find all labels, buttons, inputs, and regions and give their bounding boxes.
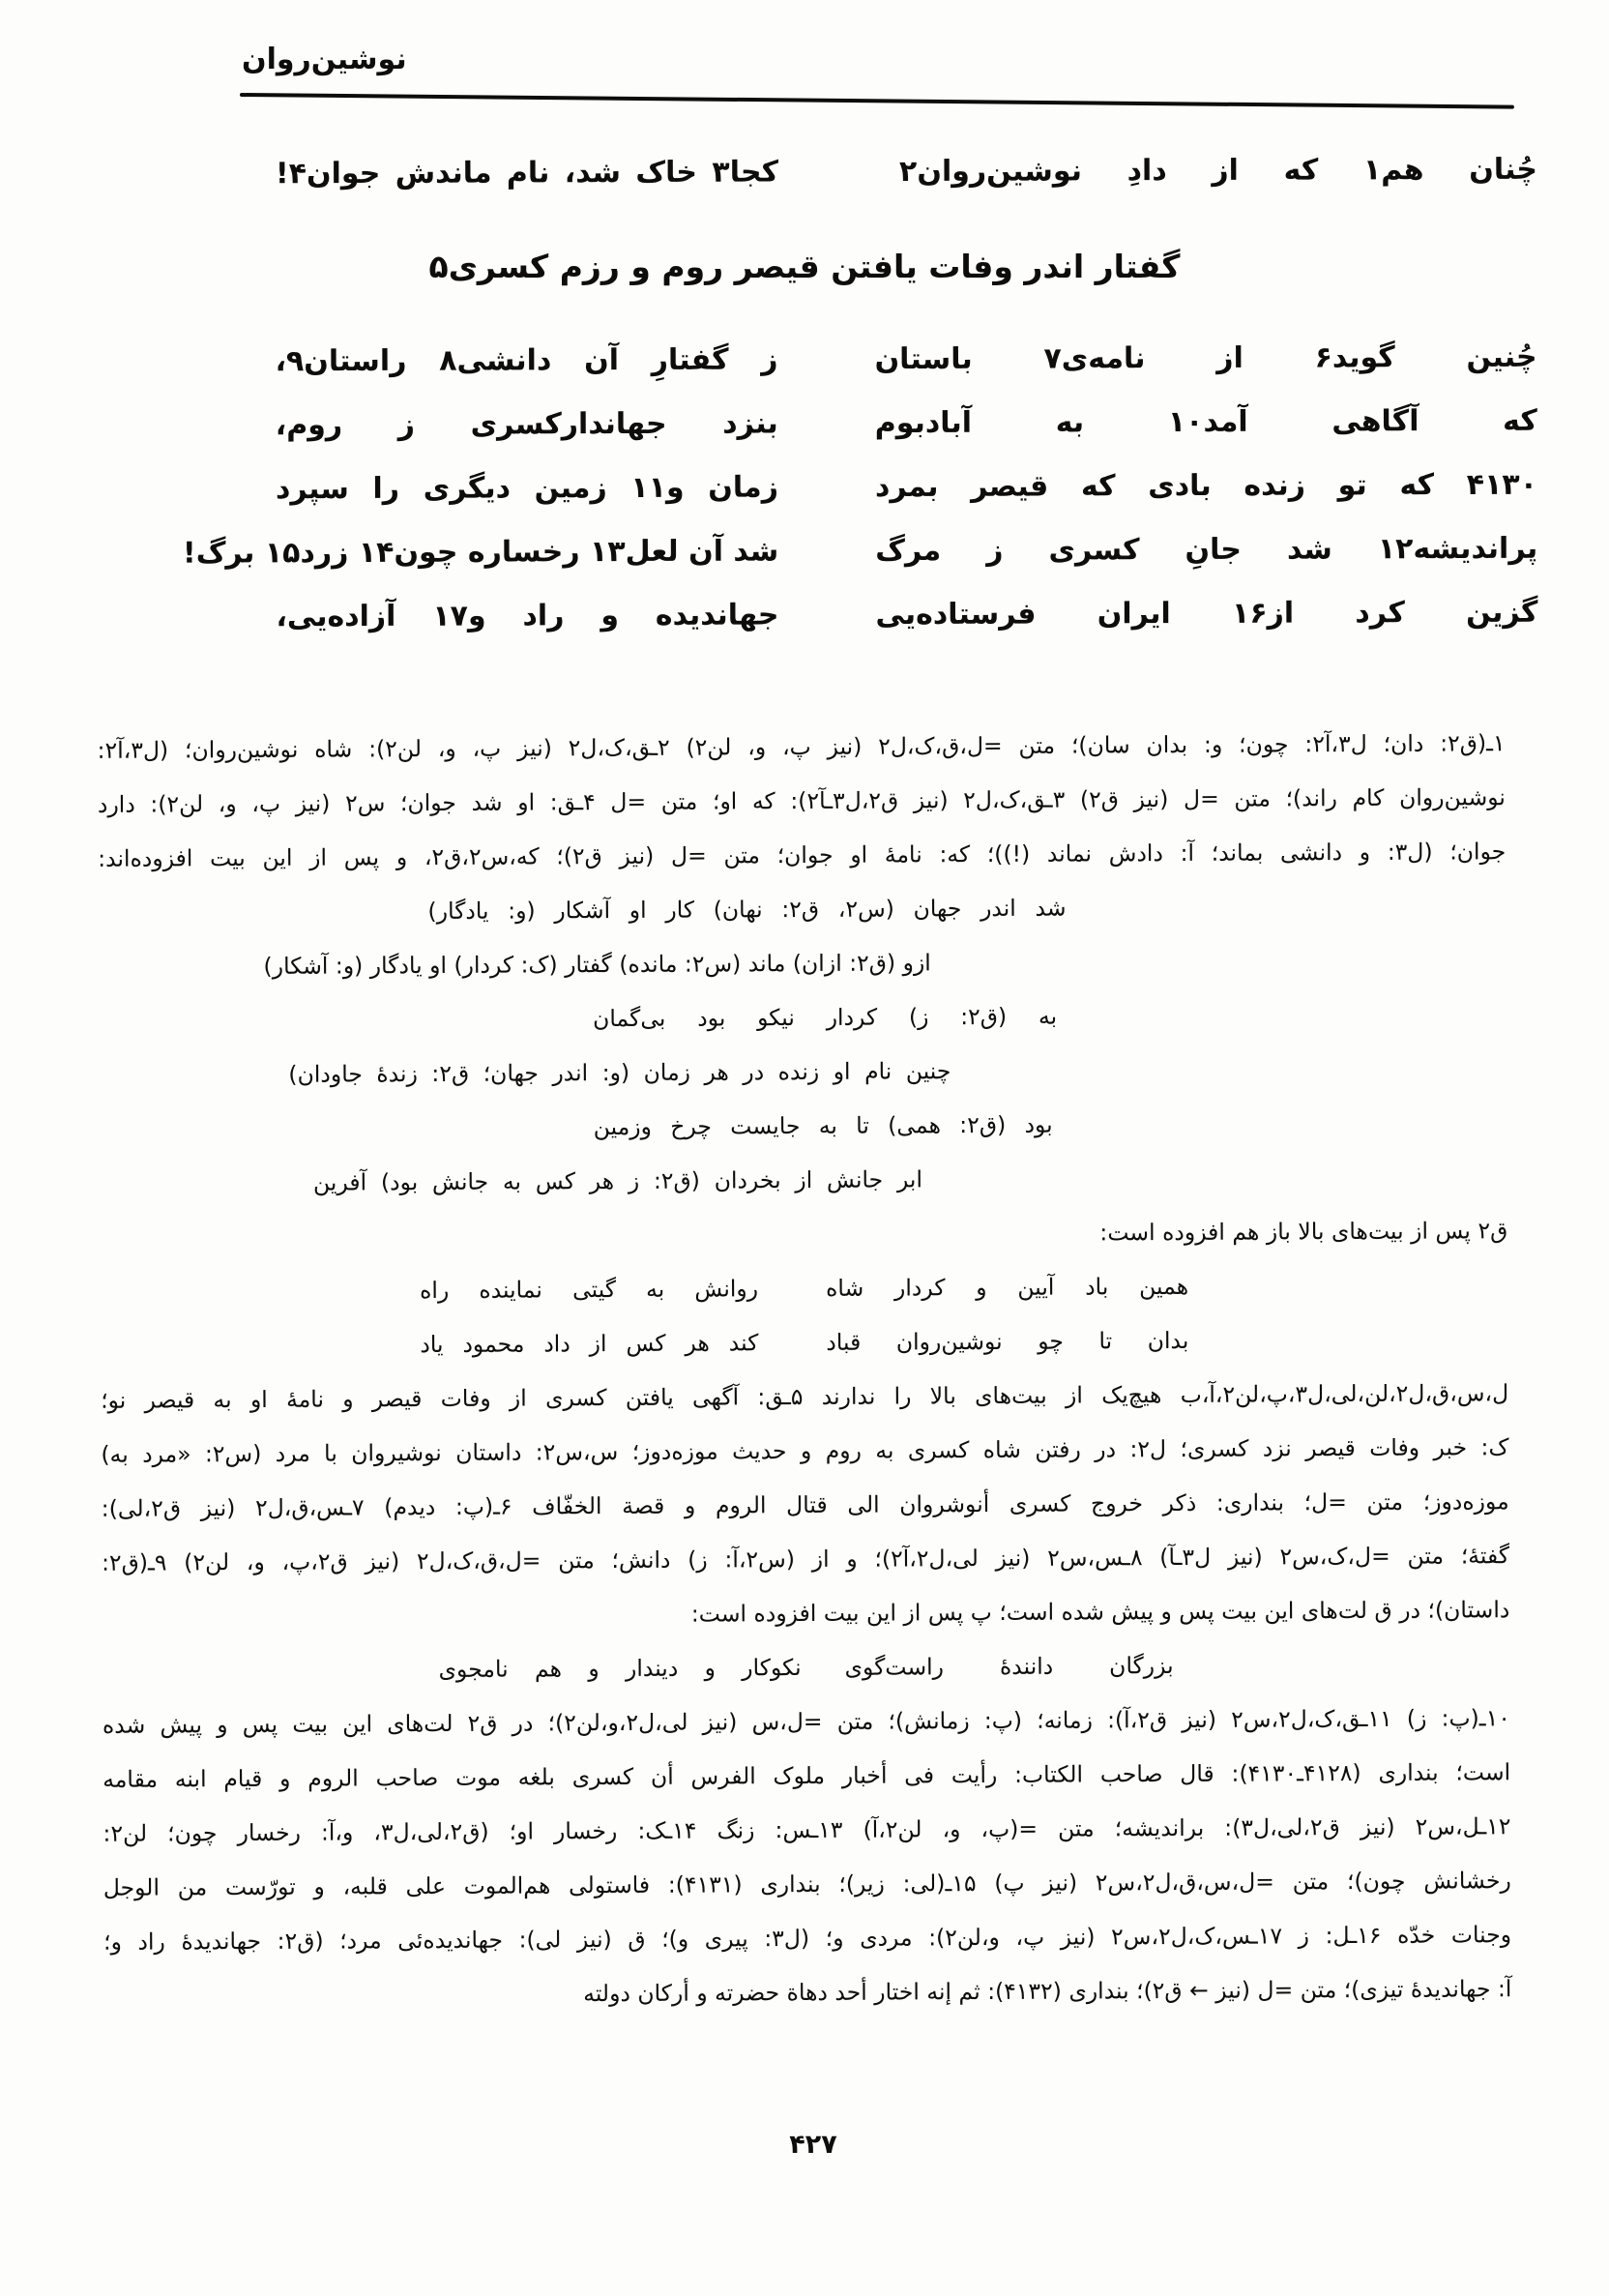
apparatus-line: است؛ بنداری (۴۱۲۸ـ۴۱۳۰): قال صاحب الکتاب: رأیت فی أخبار ملوک الفرس أن کسری بلغه موت صاحب الروم و قیام ابنه مقامه: [102, 1758, 1511, 1793]
opening-verse-left-hemistich: کجا۳ خاک شد، نام ماندش جوان۴!: [275, 155, 779, 191]
apparatus-verse-line: ابر جانش از بخردان (ق۲: ز هر کس به جانش بود) آفرین: [312, 1165, 923, 1196]
verse-block: [182, 325, 1538, 649]
apparatus-verse-line: بود (ق۲: همی) تا به جایست چرخ وزمین: [593, 1110, 1053, 1141]
opening-verse: [276, 153, 1537, 191]
apparatus-couplet-right: بدان تا چو نوشین‌روان قباد: [826, 1326, 1189, 1356]
verse-left-hemistich: جهاندیده و راد و۱۷ آزاده‌یی،: [276, 597, 779, 633]
apparatus-verse-line: چنین نام او زنده در هر زمان (و: اندر جهان؛ ق۲: زندهٔ جاودان): [288, 1057, 951, 1088]
apparatus-line: نوشین‌روان کام راند)؛ متن =ل (نیز ق۲) ۳ـق،ک،ل۲ (نیز ق۲،ل۳ـآ۲): که او؛ متن =ل ۴ـق: او شد جوان؛ س۲ (نیز پ، و، لن۲): دارد: [97, 783, 1506, 818]
apparatus-couplet-left: کند هر کس از داد محمود یاد: [420, 1329, 759, 1359]
verse-row: [276, 389, 1537, 457]
verse-row: [275, 325, 1536, 394]
apparatus-couplet-right: همین باد آیین و کردار شاه: [825, 1272, 1189, 1302]
apparatus-line: گفتهٔ؛ متن =ل،ک،س۲ (نیز ل۳ـآ) ۸ـس،س۲ (نیز لی،ل۲،آ۲)؛ و از (س۲،آ: ز) دانش؛ متن =ل،ق،ک،ل۲ (نیز ق۲،پ، و، لن۲) ۹ـ(ق۲:: [101, 1542, 1510, 1576]
apparatus-couplet-right: بزرگان دانندهٔ راست‌گوی: [844, 1652, 1174, 1681]
verse-row: [276, 580, 1537, 649]
page-number: ۴۲۷: [789, 2130, 837, 2160]
verse-left-hemistich: بنزد جهاندارکسری ز روم،: [275, 405, 778, 442]
verse-row: [182, 516, 1538, 585]
apparatus-line: ۱ـ(ق۲: دان؛ ل۳،آ۲: چون؛ و: بدان سان)؛ متن =ل،ق،ک،ل۲ (نیز پ، و، لن۲) ۲ـق،ک،ل۲ (نیز پ، و، لن۲): شاه نوشین‌روان؛ (ل۳،آ۲:: [97, 729, 1506, 764]
apparatus-line: ک: خبر وفات قیصر نزد کسری؛ ل۲: در رفتن شاه کسری به روم و حدیث موزه‌دوز؛ س،س۲: داستان نوشیروان با مرد (س۲: «مرد به): [101, 1433, 1509, 1468]
apparatus-couplet-left: روانش به گیتی نماینده راه: [419, 1275, 759, 1305]
apparatus-verse-line: ازو (ق۲: ازان) ماند (س۲: مانده) گفتار (ک: کردار) او یادگار (و: آشکار): [263, 949, 931, 980]
apparatus-line: ۱۰ـ(پ: ز) ۱۱ـق،ک،ل۲،س۲ (نیز ق۲،آ): زمانه؛ (پ: زمانش)؛ متن =ل،س (نیز لی،ل۲،و،لن۲)؛ در ق۲ لت‌های این بیت پس و پیش شده: [102, 1704, 1510, 1739]
opening-verse-right-hemistich: چُنان هم۱ که از دادِ نوشین‌روان۲: [898, 152, 1538, 190]
verse-right-hemistich: چُنین گوید۶ از نامه‌ی۷ باستان: [874, 339, 1537, 376]
verse-left-hemistich: زمان و۱۱ زمین دیگری را سپرد: [275, 469, 779, 506]
verse-right-hemistich-with-line-number: ۴۱۳۰ که تو زنده بادی که قیصر بمرد: [874, 467, 1538, 504]
apparatus-couplet: [101, 1311, 1508, 1373]
apparatus-couplet: [102, 1636, 1509, 1698]
apparatus-line: آ: جهاندیدهٔ تیزی)؛ متن =ل (نیز ← ق۲)؛ بنداری (۴۱۳۲): ثم إنه اختار أحد دهاة حضرته و أرکان دولته: [583, 1975, 1512, 2008]
running-head-title: نوشین‌روان: [242, 43, 407, 76]
apparatus-couplet-left: نکوکار و دیندار و هم نامجوی: [438, 1654, 802, 1683]
apparatus-verse-line: شد اندر جهان (س۲، ق۲: نهان) کار او آشکار (و: یادگار): [427, 894, 1067, 926]
apparatus-line: موزه‌دوز؛ متن =ل؛ بنداری: ذکر خروج کسری أنوشروان الی قتال الروم و قصة الخفّاف ۶ـ(پ: دیدم) ۷ـس،ق،ل۲ (نیز ق۲،لی):: [101, 1487, 1509, 1522]
verse-left-hemistich: ز گفتارِ آن دانشی۸ راستان۹،: [275, 341, 778, 378]
verse-row: [276, 453, 1537, 521]
apparatus-line: ق۲ پس از بیت‌های بالا باز هم افزوده است:: [1099, 1217, 1508, 1247]
apparatus-couplet: [100, 1257, 1507, 1319]
verse-right-hemistich: گزین کرد از۱۶ ایران فرستاده‌یی: [875, 595, 1538, 632]
apparatus-line: رخشانش چون)؛ متن =ل،س،ق،ل۲،س۲ (نیز پ) ۱۵ـ(لی: زیر)؛ بنداری (۴۱۳۱): فاستولی هم‌الموت علی قلبه، و تورّست من الوجل: [102, 1867, 1511, 1901]
apparatus-line: وجنات خدّه ۱۶ـل: ز ۱۷ـس،ک،ل۲،س۲ (نیز پ، و،لن۲): مردی و؛ (ل۳: پیری و)؛ ق (نیز لی): جهاندیده‌ئی مرد؛ (ق۲: جهاندیدهٔ راد و؛: [103, 1921, 1512, 1956]
apparatus-verse-line: به (ق۲: ز) کردار نیکو بود بی‌گمان: [593, 1002, 1058, 1033]
apparatus-line: ل،س،ق،ل۲،لن،لی،ل۳،پ،لن۲،آ،ب هیچ‌یک از بیت‌های بالا را ندارند ۵ـق: آگهی یافتن کسری از وفات قیصر و نامهٔ او به قیصر نو؛: [101, 1379, 1509, 1414]
section-heading: گفتار اندر وفات یافتن قیصر روم و رزم کسری۵: [428, 248, 1181, 285]
apparatus-line: جوان؛ (ل۳: و دانشی بماند؛ آ: دادش نماند (!))؛ که: نامهٔ او جوان؛ متن =ل (نیز ق۲)؛ که،س۲،ق۲، و پس از این بیت افزوده‌اند:: [98, 838, 1507, 872]
apparatus-line: ۱۲ـل،س۲ (نیز ق۲،لی،ل۳): براندیشه؛ متن =(پ، و، لن۲،آ) ۱۳ـس: زنگ ۱۴ـک: رخسار او؛ (ق۲،لی،ل۳، و،آ: رخسار چون؛ لن۲:: [102, 1812, 1511, 1847]
apparatus-line: داستان)؛ در ق لت‌های این بیت پس و پیش شده است؛ پ پس از این بیت افزوده است:: [690, 1596, 1510, 1628]
verse-left-hemistich: شد آن لعل۱۳ رخساره چون۱۴ زرد۱۵ برگ!: [182, 533, 779, 571]
critical-apparatus: [97, 716, 1511, 2023]
verse-right-hemistich: پراندیشه۱۲ شد جانِ کسری ز مرگ: [875, 531, 1538, 568]
verse-right-hemistich: که آگاهی آمد۱۰ به آبادبوم: [874, 403, 1537, 440]
header-rule: [240, 93, 1514, 109]
